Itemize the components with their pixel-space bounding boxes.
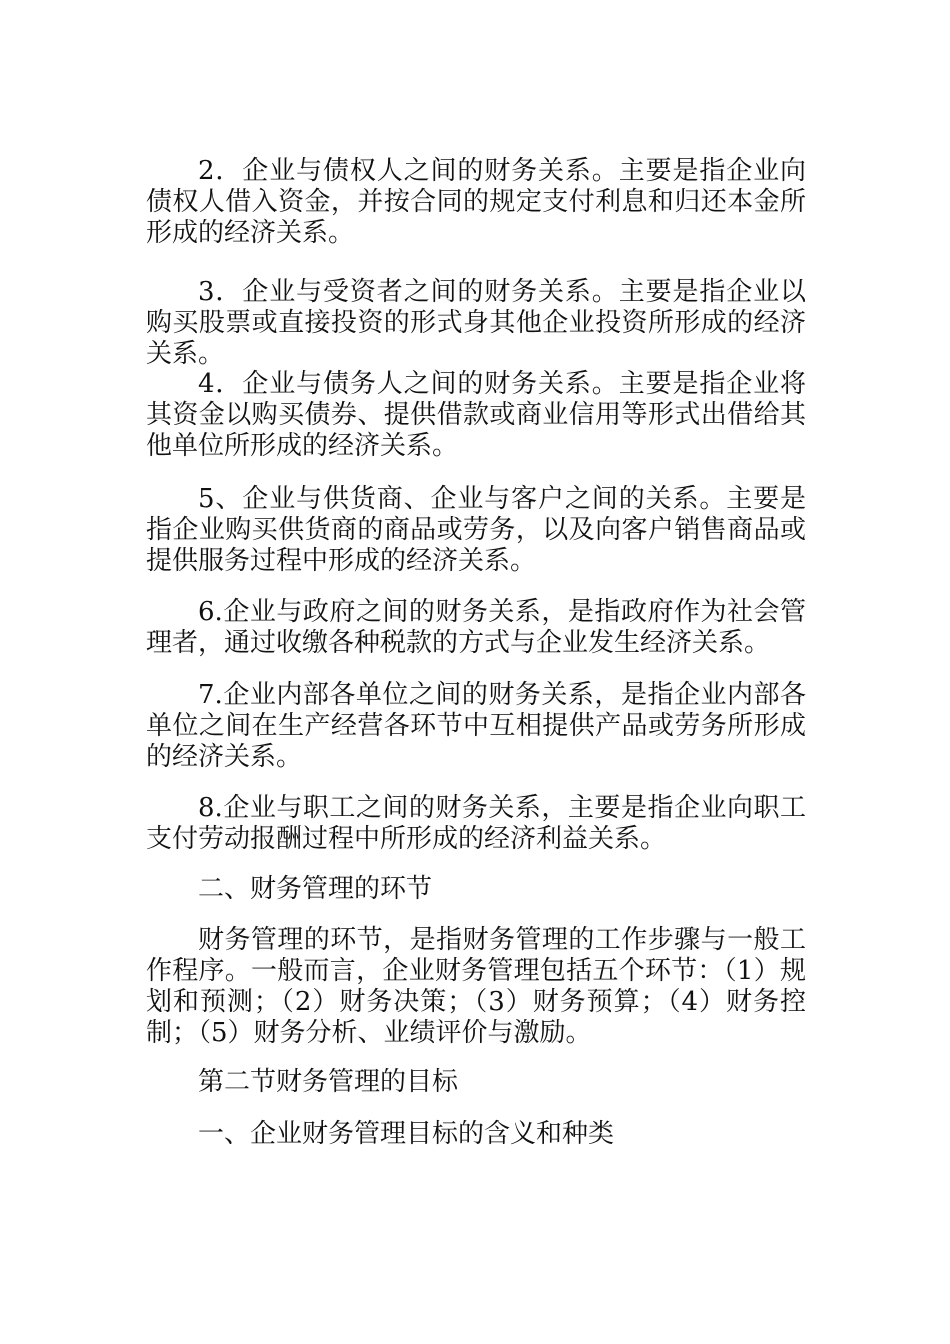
paragraph-supplier-customer-relation: 5、企业与供货商、企业与客户之间的关系。主要是指企业购买供货商的商品或劳务，以及向客户销售商品或提供服务过程中形成的经济关系。 xyxy=(146,484,806,576)
heading-financial-management-steps: 二、财务管理的环节 xyxy=(198,874,433,904)
heading-section-two: 第二节财务管理的目标 xyxy=(198,1067,459,1097)
paragraph-creditor-relation: 2．企业与债权人之间的财务关系。主要是指企业向债权人借入资金，并按合同的规定支付利息和归还本金所形成的经济关系。 xyxy=(146,156,806,248)
heading-management-objectives: 一、企业财务管理目标的含义和种类 xyxy=(198,1119,615,1149)
paragraph-government-relation: 6.企业与政府之间的财务关系，是指政府作为社会管理者，通过收缴各种税款的方式与企业发生经济关系。 xyxy=(146,597,806,658)
paragraph-internal-units-relation: 7.企业内部各单位之间的财务关系，是指企业内部各单位之间在生产经营各环节中互相提供产品或劳务所形成的经济关系。 xyxy=(146,680,806,772)
paragraph-financial-management-steps: 财务管理的环节，是指财务管理的工作步骤与一般工作程序。一般而言，企业财务管理包括五个环节：（1）规划和预测；（2）财务决策；（3）财务预算；（4）财务控制；（5）财务分析、业绩评价与激励。 xyxy=(146,925,806,1048)
paragraph-debtor-relation: 4．企业与债务人之间的财务关系。主要是指企业将其资金以购买债券、提供借款或商业信用等形式出借给其他单位所形成的经济关系。 xyxy=(146,369,806,461)
paragraph-investee-relation: 3．企业与受资者之间的财务关系。主要是指企业以购买股票或直接投资的形式身其他企业投资所形成的经济关系。 xyxy=(146,277,806,369)
paragraph-employee-relation: 8.企业与职工之间的财务关系，主要是指企业向职工支付劳动报酬过程中所形成的经济利益关系。 xyxy=(146,793,806,854)
